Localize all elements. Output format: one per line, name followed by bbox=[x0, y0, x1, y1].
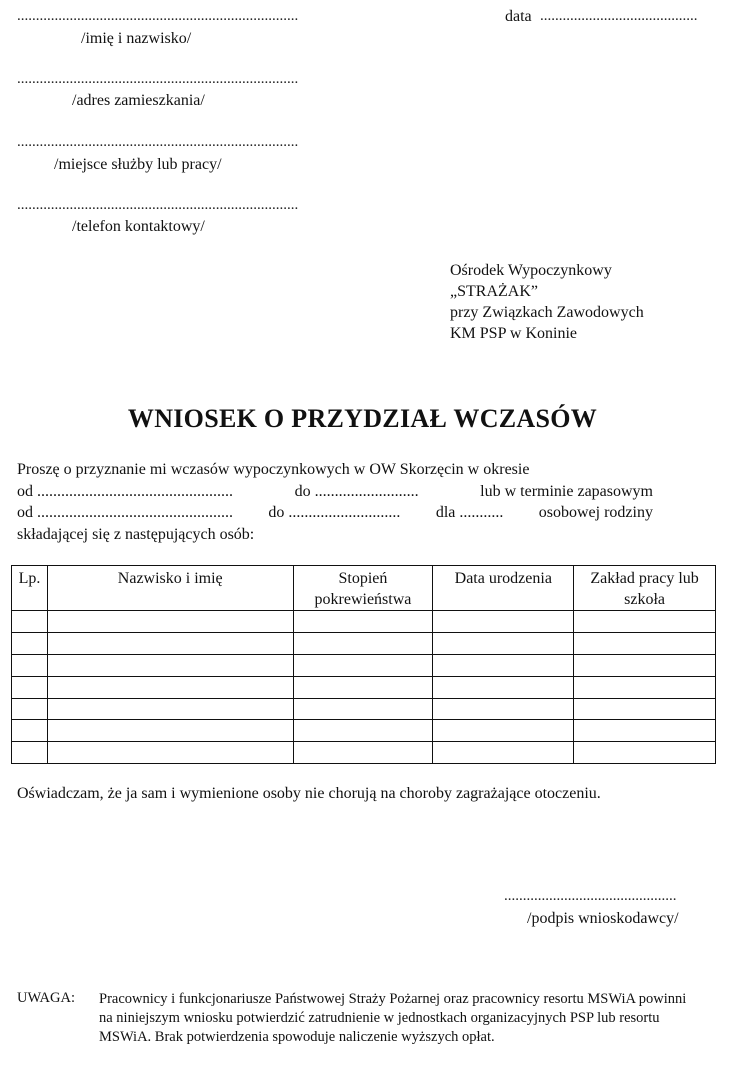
family-text: osobowej rodziny bbox=[538, 504, 653, 521]
address-field-dots[interactable]: ........................................................................... bbox=[17, 71, 299, 87]
table-cell[interactable] bbox=[12, 611, 48, 633]
table-cell[interactable] bbox=[293, 720, 433, 742]
table-cell[interactable] bbox=[47, 742, 293, 764]
period-from-field[interactable]: od ................................................. bbox=[17, 482, 233, 500]
request-text bbox=[17, 459, 717, 545]
col-header-lp: Lp. bbox=[12, 566, 48, 611]
signature-label: /podpis wnioskodawcy/ bbox=[527, 910, 679, 927]
col-header-workplace: Zakład pracy lub szkoła bbox=[574, 566, 716, 611]
table-cell[interactable] bbox=[433, 676, 574, 698]
table-cell[interactable] bbox=[433, 720, 574, 742]
table-cell[interactable] bbox=[574, 698, 716, 720]
table-cell[interactable] bbox=[293, 742, 433, 764]
table-cell[interactable] bbox=[293, 698, 433, 720]
addressee-line: KM PSP w Koninie bbox=[450, 325, 577, 342]
table-cell[interactable] bbox=[433, 742, 574, 764]
address-field-label: /adres zamieszkania/ bbox=[72, 92, 205, 109]
note-label: UWAGA: bbox=[17, 990, 75, 1006]
workplace-field-dots[interactable]: ........................................................................... bbox=[17, 134, 299, 150]
table-cell[interactable] bbox=[293, 654, 433, 676]
signature-field-dots[interactable]: .............................................. bbox=[504, 888, 677, 904]
table-cell[interactable] bbox=[12, 676, 48, 698]
addressee-line: Ośrodek Wypoczynkowy bbox=[450, 262, 612, 279]
table-cell[interactable] bbox=[574, 742, 716, 764]
request-line-4: składającej się z następujących osób: bbox=[17, 525, 255, 543]
table-cell[interactable] bbox=[12, 632, 48, 654]
name-field-label: /imię i nazwisko/ bbox=[81, 30, 192, 47]
note-text: Pracownicy i funkcjonariusze Państwowej Straży Pożarnej oraz pracownicy resortu MSWiA powinni na niniejszym wniosku potwierdzić zatrudnienie w jednostkach organizacyjnych PSP lub resortu MSWiA. Brak potwierdzenia spowoduje naliczenie wyższych opłat. bbox=[99, 991, 687, 1045]
table-cell[interactable] bbox=[47, 720, 293, 742]
page-title: WNIOSEK O PRZYDZIAŁ WCZASÓW bbox=[127, 404, 598, 433]
addressee-line: przy Związkach Zawodowych bbox=[450, 304, 644, 321]
col-header-birthdate: Data urodzenia bbox=[433, 566, 574, 611]
table-cell[interactable] bbox=[433, 611, 574, 633]
request-line-2 bbox=[17, 481, 653, 503]
table-cell[interactable] bbox=[47, 676, 293, 698]
request-line-1: Proszę o przyznanie mi wczasów wypoczynkowych w OW Skorzęcin w okresie bbox=[17, 461, 530, 478]
persons-table-body bbox=[12, 611, 716, 764]
period-to-field[interactable]: do .......................... bbox=[294, 482, 419, 500]
table-cell[interactable] bbox=[47, 611, 293, 633]
table-cell[interactable] bbox=[433, 654, 574, 676]
col-header-relation: Stopień pokrewieństwa bbox=[293, 566, 433, 611]
workplace-field-label: /miejsce służby lub pracy/ bbox=[54, 156, 222, 173]
phone-field-dots[interactable]: ........................................................................... bbox=[17, 197, 299, 213]
addressee-block bbox=[450, 260, 644, 344]
table-cell[interactable] bbox=[47, 654, 293, 676]
table-cell[interactable] bbox=[574, 632, 716, 654]
table-cell[interactable] bbox=[574, 611, 716, 633]
table-cell[interactable] bbox=[574, 654, 716, 676]
table-cell[interactable] bbox=[12, 720, 48, 742]
table-cell[interactable] bbox=[47, 698, 293, 720]
table-row bbox=[12, 611, 716, 633]
table-cell[interactable] bbox=[12, 654, 48, 676]
table-header-row bbox=[12, 566, 716, 611]
table-cell[interactable] bbox=[12, 698, 48, 720]
date-field-dots[interactable]: .......................................... bbox=[540, 8, 698, 24]
table-cell[interactable] bbox=[433, 632, 574, 654]
alt-to-field[interactable]: do ............................ bbox=[268, 504, 401, 521]
table-cell[interactable] bbox=[12, 742, 48, 764]
alt-from-field[interactable]: od ................................................. bbox=[17, 504, 233, 521]
addressee-line: „STRAŻAK” bbox=[450, 283, 538, 300]
phone-field-label: /telefon kontaktowy/ bbox=[72, 218, 205, 235]
table-row bbox=[12, 742, 716, 764]
table-cell[interactable] bbox=[293, 611, 433, 633]
table-cell[interactable] bbox=[433, 698, 574, 720]
request-line-3 bbox=[17, 502, 653, 524]
table-row bbox=[12, 676, 716, 698]
name-field-dots[interactable]: ........................................................................... bbox=[17, 8, 299, 24]
table-cell[interactable] bbox=[47, 632, 293, 654]
date-label: data bbox=[505, 8, 532, 25]
table-row bbox=[12, 720, 716, 742]
table-row bbox=[12, 632, 716, 654]
table-cell[interactable] bbox=[293, 676, 433, 698]
table-row bbox=[12, 698, 716, 720]
table-row bbox=[12, 654, 716, 676]
health-declaration: Oświadczam, że ja sam i wymienione osoby nie chorują na choroby zagrażające otoczeniu. bbox=[17, 785, 601, 802]
persons-table bbox=[11, 565, 716, 764]
alternate-term-text: lub w terminie zapasowym bbox=[480, 482, 653, 500]
col-header-name: Nazwisko i imię bbox=[47, 566, 293, 611]
table-cell[interactable] bbox=[293, 632, 433, 654]
family-size-field[interactable]: dla ........... bbox=[435, 504, 504, 521]
table-cell[interactable] bbox=[574, 720, 716, 742]
table-cell[interactable] bbox=[574, 676, 716, 698]
